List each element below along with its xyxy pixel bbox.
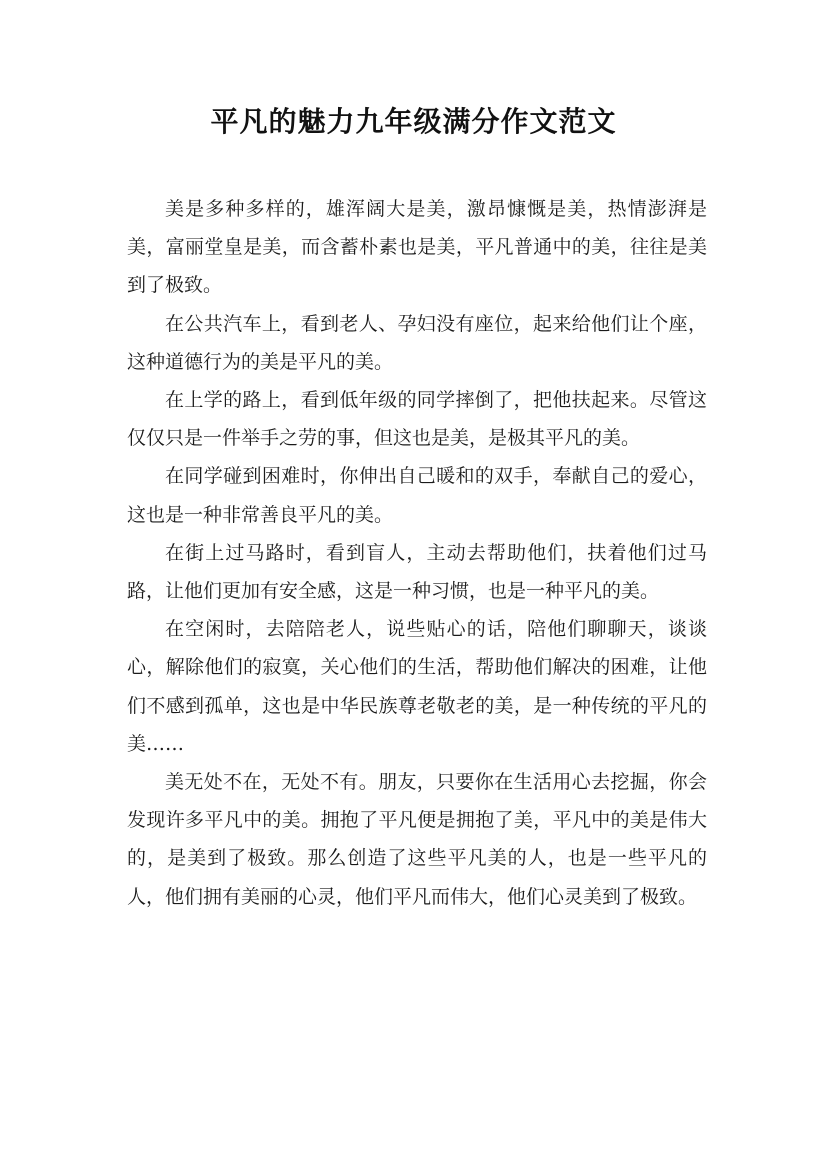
document-body	[127, 190, 707, 916]
paragraph: 在同学碰到困难时，你伸出自己暖和的双手，奉献自己的爱心，这也是一种非常善良平凡的美。	[127, 465, 707, 526]
paragraph: 在街上过马路时，看到盲人，主动去帮助他们，扶着他们过马路，让他们更加有安全感，这是一种习惯，也是一种平凡的美。	[127, 541, 707, 603]
paragraph: 美无处不在，无处不有。朋友，只要你在生活用心去挖掘，你会发现许多平凡中的美。拥抱了平凡便是拥抱了美，平凡中的美是伟大的，是美到了极致。那么创造了这些平凡美的人，也是一些平凡的人，他们拥有美丽的心灵，他们平凡而伟大，他们心灵美到了极致。	[127, 771, 707, 908]
paragraph: 在上学的路上，看到低年级的同学摔倒了，把他扶起来。尽管这仅仅只是一件举手之劳的事，但这也是美，是极其平凡的美。	[127, 389, 707, 450]
paragraph: 在空闲时，去陪陪老人，说些贴心的话，陪他们聊聊天，谈谈心，解除他们的寂寞，关心他们的生活，帮助他们解决的困难，让他们不感到孤单，这也是中华民族尊老敬老的美，是一种传统的平凡的美……	[127, 618, 707, 755]
paragraph: 在公共汽车上，看到老人、孕妇没有座位，起来给他们让个座，这种道德行为的美是平凡的美。	[127, 312, 707, 373]
paragraph: 美是多种多样的，雄浑阔大是美，激昂慷慨是美，热情澎湃是美，富丽堂皇是美，而含蓄朴素也是美，平凡普通中的美，往往是美到了极致。	[127, 198, 707, 297]
document-title: 平凡的魅力九年级满分作文范文	[210, 105, 617, 138]
